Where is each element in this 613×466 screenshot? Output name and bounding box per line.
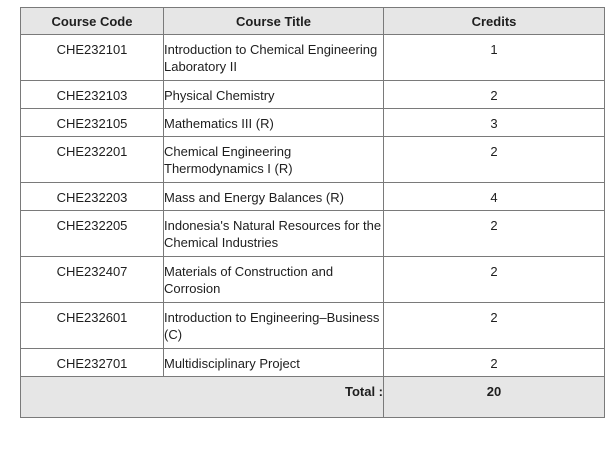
- course-title-cell: Indonesia's Natural Resources for the Chemical Industries: [164, 211, 384, 257]
- header-credits: Credits: [384, 8, 605, 35]
- credits-cell: 2: [384, 349, 605, 377]
- credits-cell: 4: [384, 183, 605, 211]
- total-label: Total :: [21, 377, 384, 418]
- course-code-cell: CHE232101: [21, 35, 164, 81]
- table-row: [21, 81, 605, 109]
- header-course-code: Course Code: [21, 8, 164, 35]
- course-table: [20, 7, 605, 418]
- course-code-cell: CHE232407: [21, 257, 164, 303]
- course-title-cell: Introduction to Chemical Engineering Laboratory II: [164, 35, 384, 81]
- credits-cell: 2: [384, 137, 605, 183]
- course-code-cell: CHE232203: [21, 183, 164, 211]
- credits-cell: 2: [384, 211, 605, 257]
- course-code-cell: CHE232103: [21, 81, 164, 109]
- table-row: [21, 109, 605, 137]
- course-title-cell: Mathematics III (R): [164, 109, 384, 137]
- table-row: [21, 349, 605, 377]
- credits-cell: 2: [384, 303, 605, 349]
- course-title-cell: Multidisciplinary Project: [164, 349, 384, 377]
- credits-cell: 2: [384, 81, 605, 109]
- course-title-cell: Introduction to Engineering–Business (C): [164, 303, 384, 349]
- table-row: [21, 303, 605, 349]
- credits-cell: 3: [384, 109, 605, 137]
- table-row: [21, 183, 605, 211]
- table-row: [21, 257, 605, 303]
- course-code-cell: CHE232701: [21, 349, 164, 377]
- course-code-cell: CHE232205: [21, 211, 164, 257]
- credits-cell: 1: [384, 35, 605, 81]
- table-row: [21, 211, 605, 257]
- course-title-cell: Physical Chemistry: [164, 81, 384, 109]
- credits-cell: 2: [384, 257, 605, 303]
- course-title-cell: Mass and Energy Balances (R): [164, 183, 384, 211]
- course-code-cell: CHE232201: [21, 137, 164, 183]
- total-row: [21, 377, 605, 418]
- course-code-cell: CHE232601: [21, 303, 164, 349]
- course-title-cell: Materials of Construction and Corrosion: [164, 257, 384, 303]
- table-row: [21, 137, 605, 183]
- total-credits-value: 20: [384, 377, 605, 418]
- course-title-cell: Chemical Engineering Thermodynamics I (R): [164, 137, 384, 183]
- course-code-cell: CHE232105: [21, 109, 164, 137]
- header-course-title: Course Title: [164, 8, 384, 35]
- table-row: [21, 35, 605, 81]
- table-header-row: [21, 8, 605, 35]
